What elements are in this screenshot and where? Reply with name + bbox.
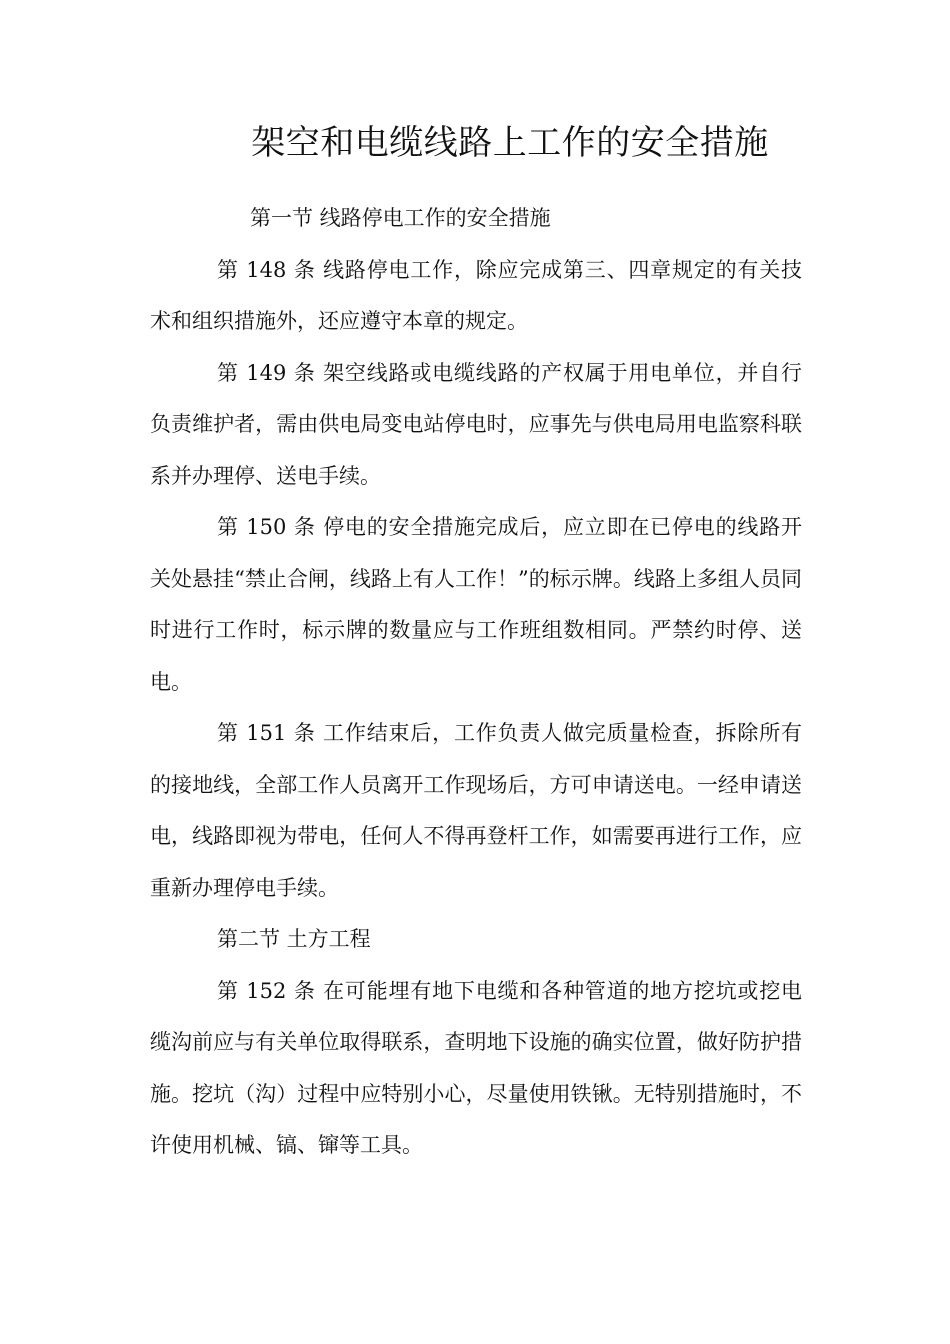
- article-148: 第 148 条 线路停电工作，除应完成第三、四章规定的有关技术和组织措施外，还应遵守本章的规定。: [150, 257, 802, 333]
- section-heading-2: 第二节 土方工程: [217, 927, 371, 951]
- article-152: 第 152 条 在可能埋有地下电缆和各种管道的地方挖坑或挖电缆沟前应与有关单位取得联系，查明地下设施的确实位置，做好防护措施。挖坑（沟）过程中应特别小心，尽量使用铁锹。无特别措施时，不许使用机械、镐、镩等工具。: [150, 978, 802, 1157]
- document-body: [150, 193, 802, 1172]
- article-151: 第 151 条 工作结束后，工作负责人做完质量检查，拆除所有的接地线，全部工作人员离开工作现场后，方可申请送电。一经申请送电，线路即视为带电，任何人不得再登杆工作，如需要再进行工作，应重新办理停电手续。: [150, 721, 802, 900]
- article-149: 第 149 条 架空线路或电缆线路的产权属于用电单位，并自行负责维护者，需由供电局变电站停电时，应事先与供电局用电监察科联系并办理停、送电手续。: [150, 360, 802, 488]
- article-150: 第 150 条 停电的安全措施完成后，应立即在已停电的线路开关处悬挂“禁止合闸，线路上有人工作！”的标示牌。线路上多组人员同时进行工作时，标示牌的数量应与工作班组数相同。严禁约时停、送电。: [150, 515, 802, 694]
- document-title: 架空和电缆线路上工作的安全措施: [251, 123, 769, 163]
- section-heading-1: 第一节 线路停电工作的安全措施: [250, 206, 551, 230]
